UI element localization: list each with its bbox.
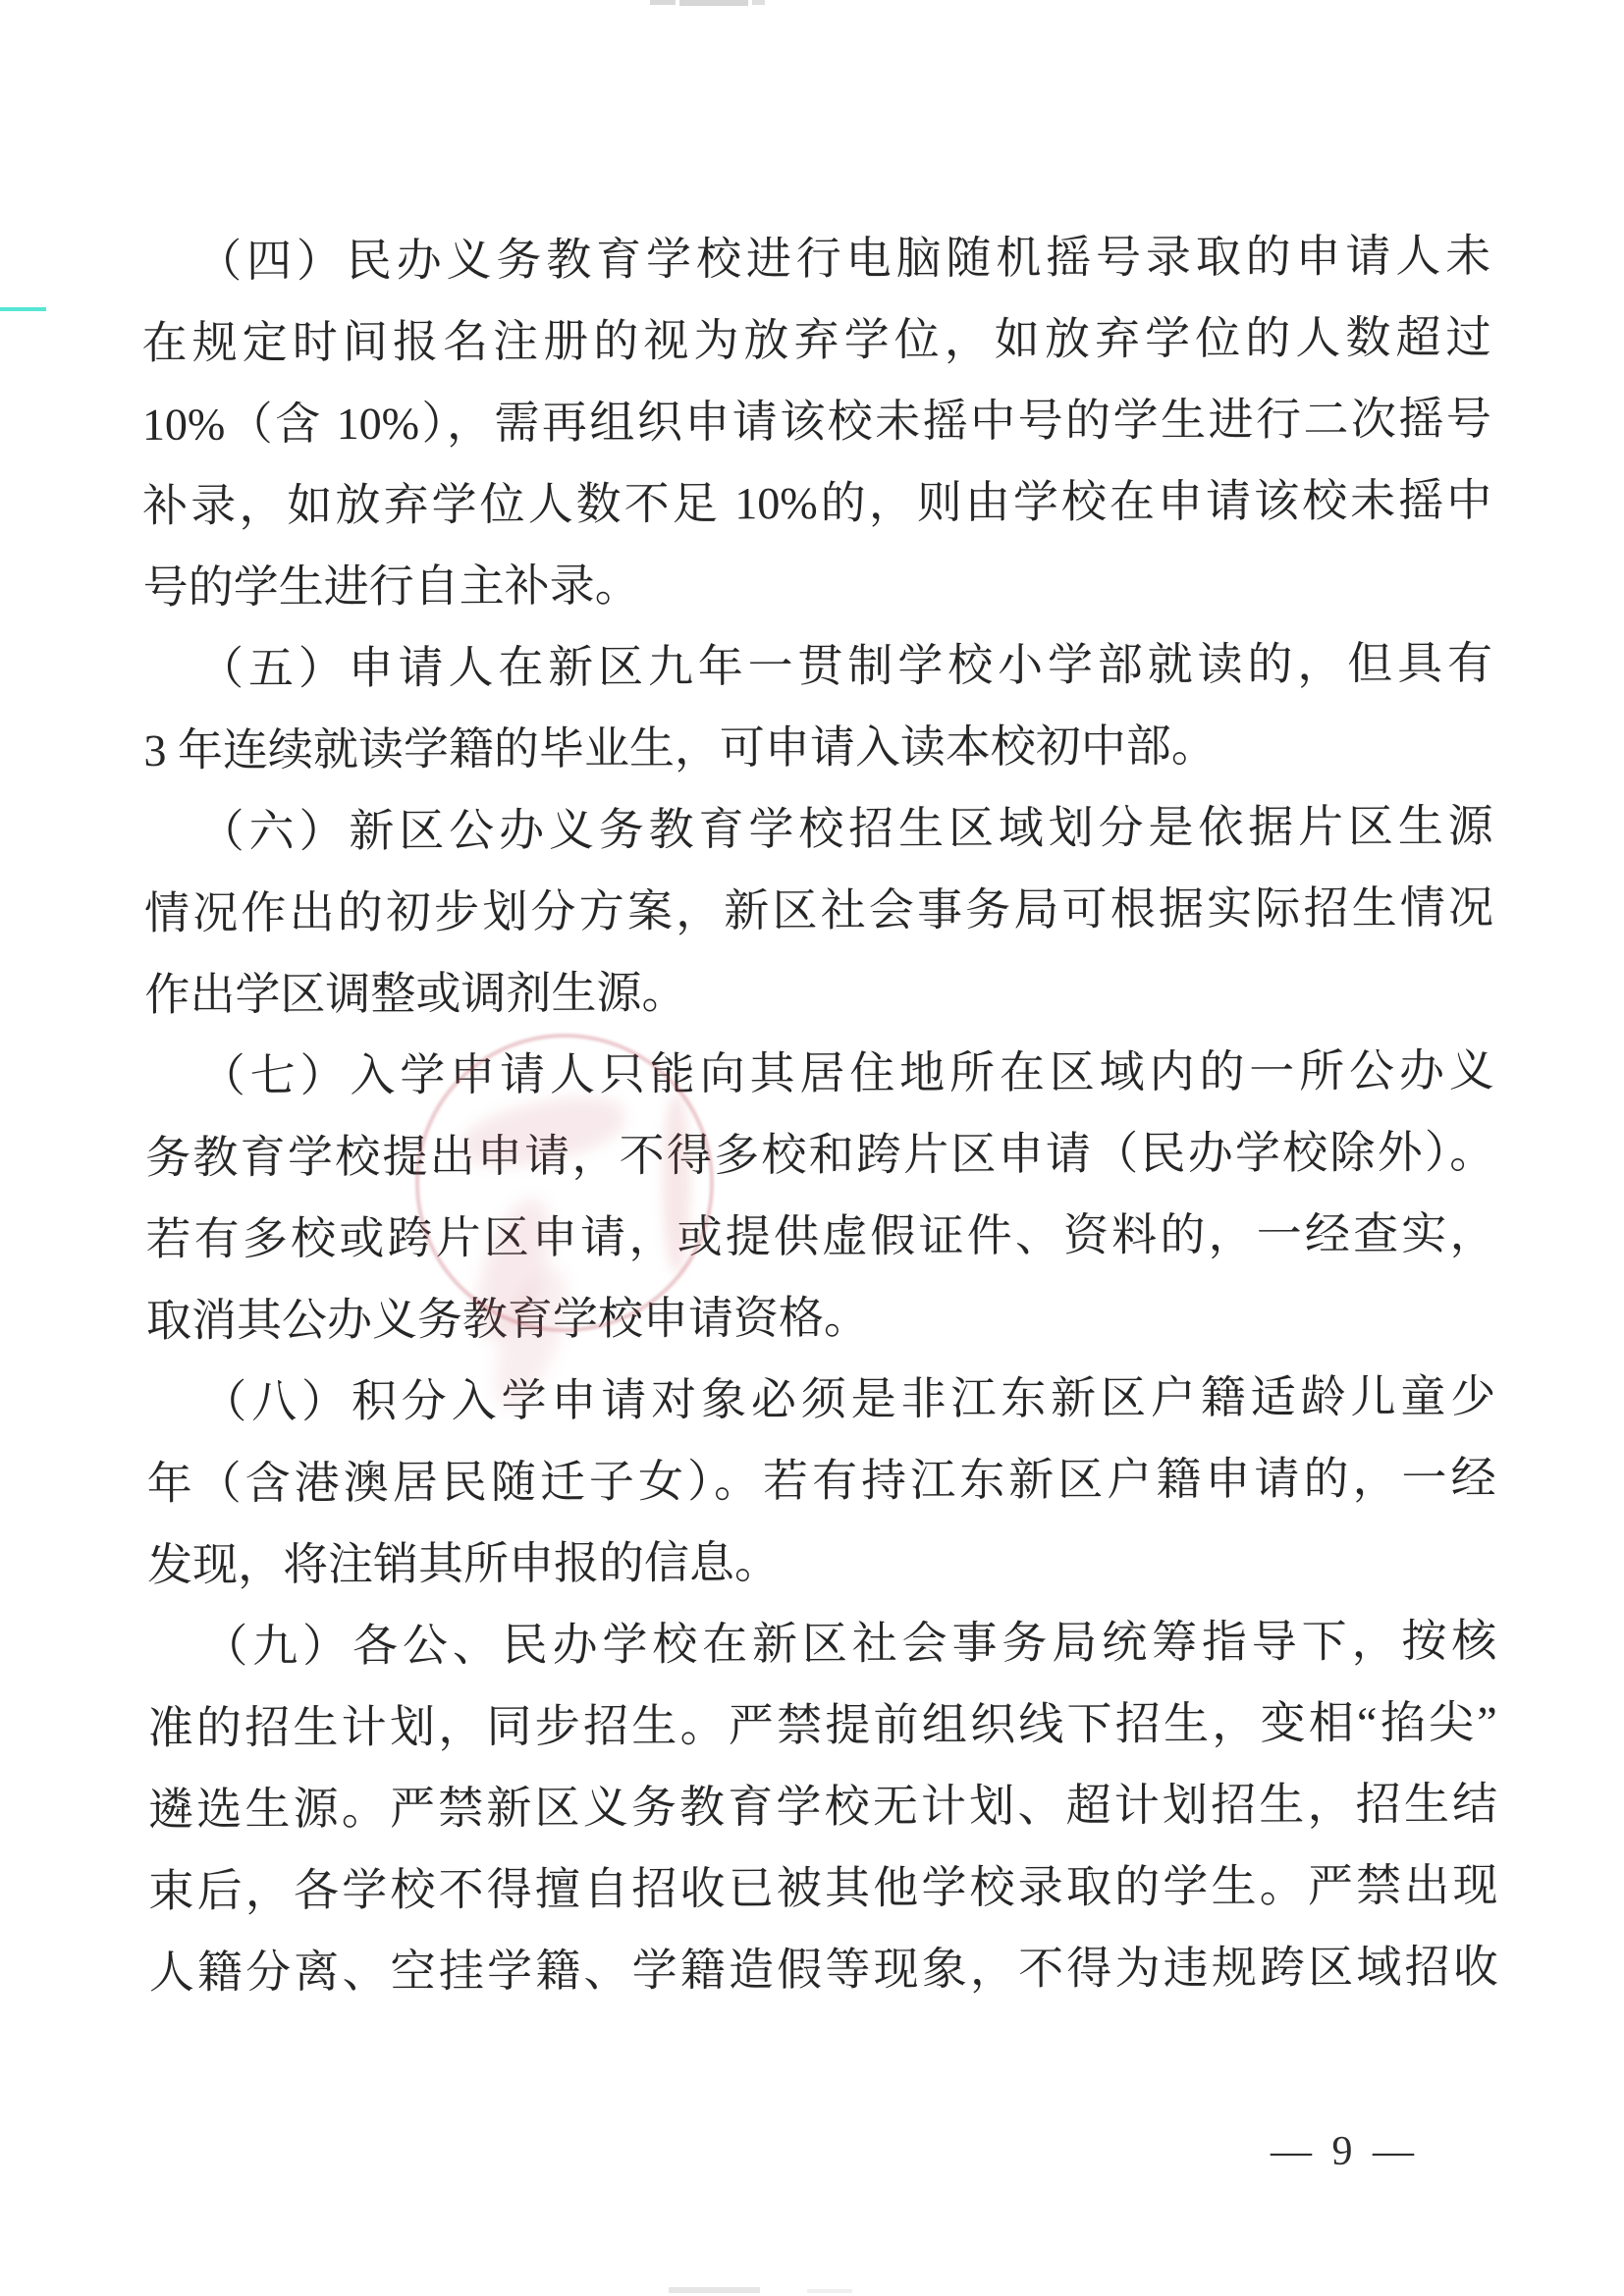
text-line: 情况作出的初步划分方案，新区社会事务局可根据实际招生情况 (143, 882, 1494, 938)
text-line: （七）入学申请人只能向其居住地所在区域内的一所公办义 (199, 1045, 1494, 1101)
text-line: 10%（含 10%），需再组织申请该校未摇中号的学生进行二次摇号 (141, 394, 1492, 451)
text-line: 号的学生进行自主补录。 (142, 560, 640, 614)
text-line: 3 年连续就读学籍的毕业生，可申请入读本校初中部。 (143, 721, 1217, 776)
text-line: 补录，如放弃学位人数不足 10%的，则由学校在申请该校未摇中 (142, 475, 1492, 532)
text-line: 作出学区调整或调剂生源。 (144, 967, 687, 1020)
text-line: （五）申请人在新区九年一贯制学校小学部就读的，但具有 (197, 638, 1493, 694)
scan-artifact-bottom (669, 2287, 760, 2293)
scan-artifact-top (650, 0, 676, 5)
scan-artifact-bottom (807, 2289, 852, 2293)
text-line: 准的招生计划，同步招生。严禁提前组织线下招生，变相“掐尖” (147, 1696, 1497, 1753)
text-line: 年（含港澳居民随迁子女）。若有持江东新区户籍申请的，一经 (146, 1452, 1496, 1509)
text-line: 若有多校或跨片区申请，或提供虚假证件、资料的，一经查实， (145, 1208, 1495, 1264)
text-line: （九）各公、民办学校在新区社会事务局统筹指导下，按核 (202, 1615, 1497, 1672)
text-line: 人籍分离、空挂学籍、学籍造假等现象，不得为违规跨区域招收 (148, 1941, 1498, 1998)
text-line: 取消其公办义务教育学校申请资格。 (145, 1292, 870, 1346)
page-number: — 9 — (1271, 2129, 1419, 2174)
text-line: 束后，各学校不得擅自招收已被其他学校录取的学生。严禁出现 (148, 1859, 1498, 1916)
document-body (141, 215, 1498, 2013)
scan-artifact-cyan-line (0, 307, 46, 311)
scan-artifact-top (752, 0, 765, 5)
text-line: （四）民办义务教育学校进行电脑随机摇号录取的申请人未 (196, 231, 1491, 287)
text-line: （八）积分入学申请对象必须是非江东新区户籍适龄儿童少 (201, 1370, 1496, 1427)
text-line: 遴选生源。严禁新区义务教育学校无计划、超计划招生，招生结 (147, 1778, 1498, 1835)
text-line: 在规定时间报名注册的视为放弃学位，如放弃学位的人数超过 (141, 312, 1491, 369)
text-line: 务教育学校提出申请，不得多校和跨片区申请（民办学校除外）。 (145, 1127, 1495, 1183)
text-line: （六）新区公办义务教育学校招生区域划分是依据片区生源 (198, 801, 1493, 857)
text-line: 发现，将注销其所申报的信息。 (146, 1537, 781, 1590)
scan-artifact-top (679, 0, 748, 6)
